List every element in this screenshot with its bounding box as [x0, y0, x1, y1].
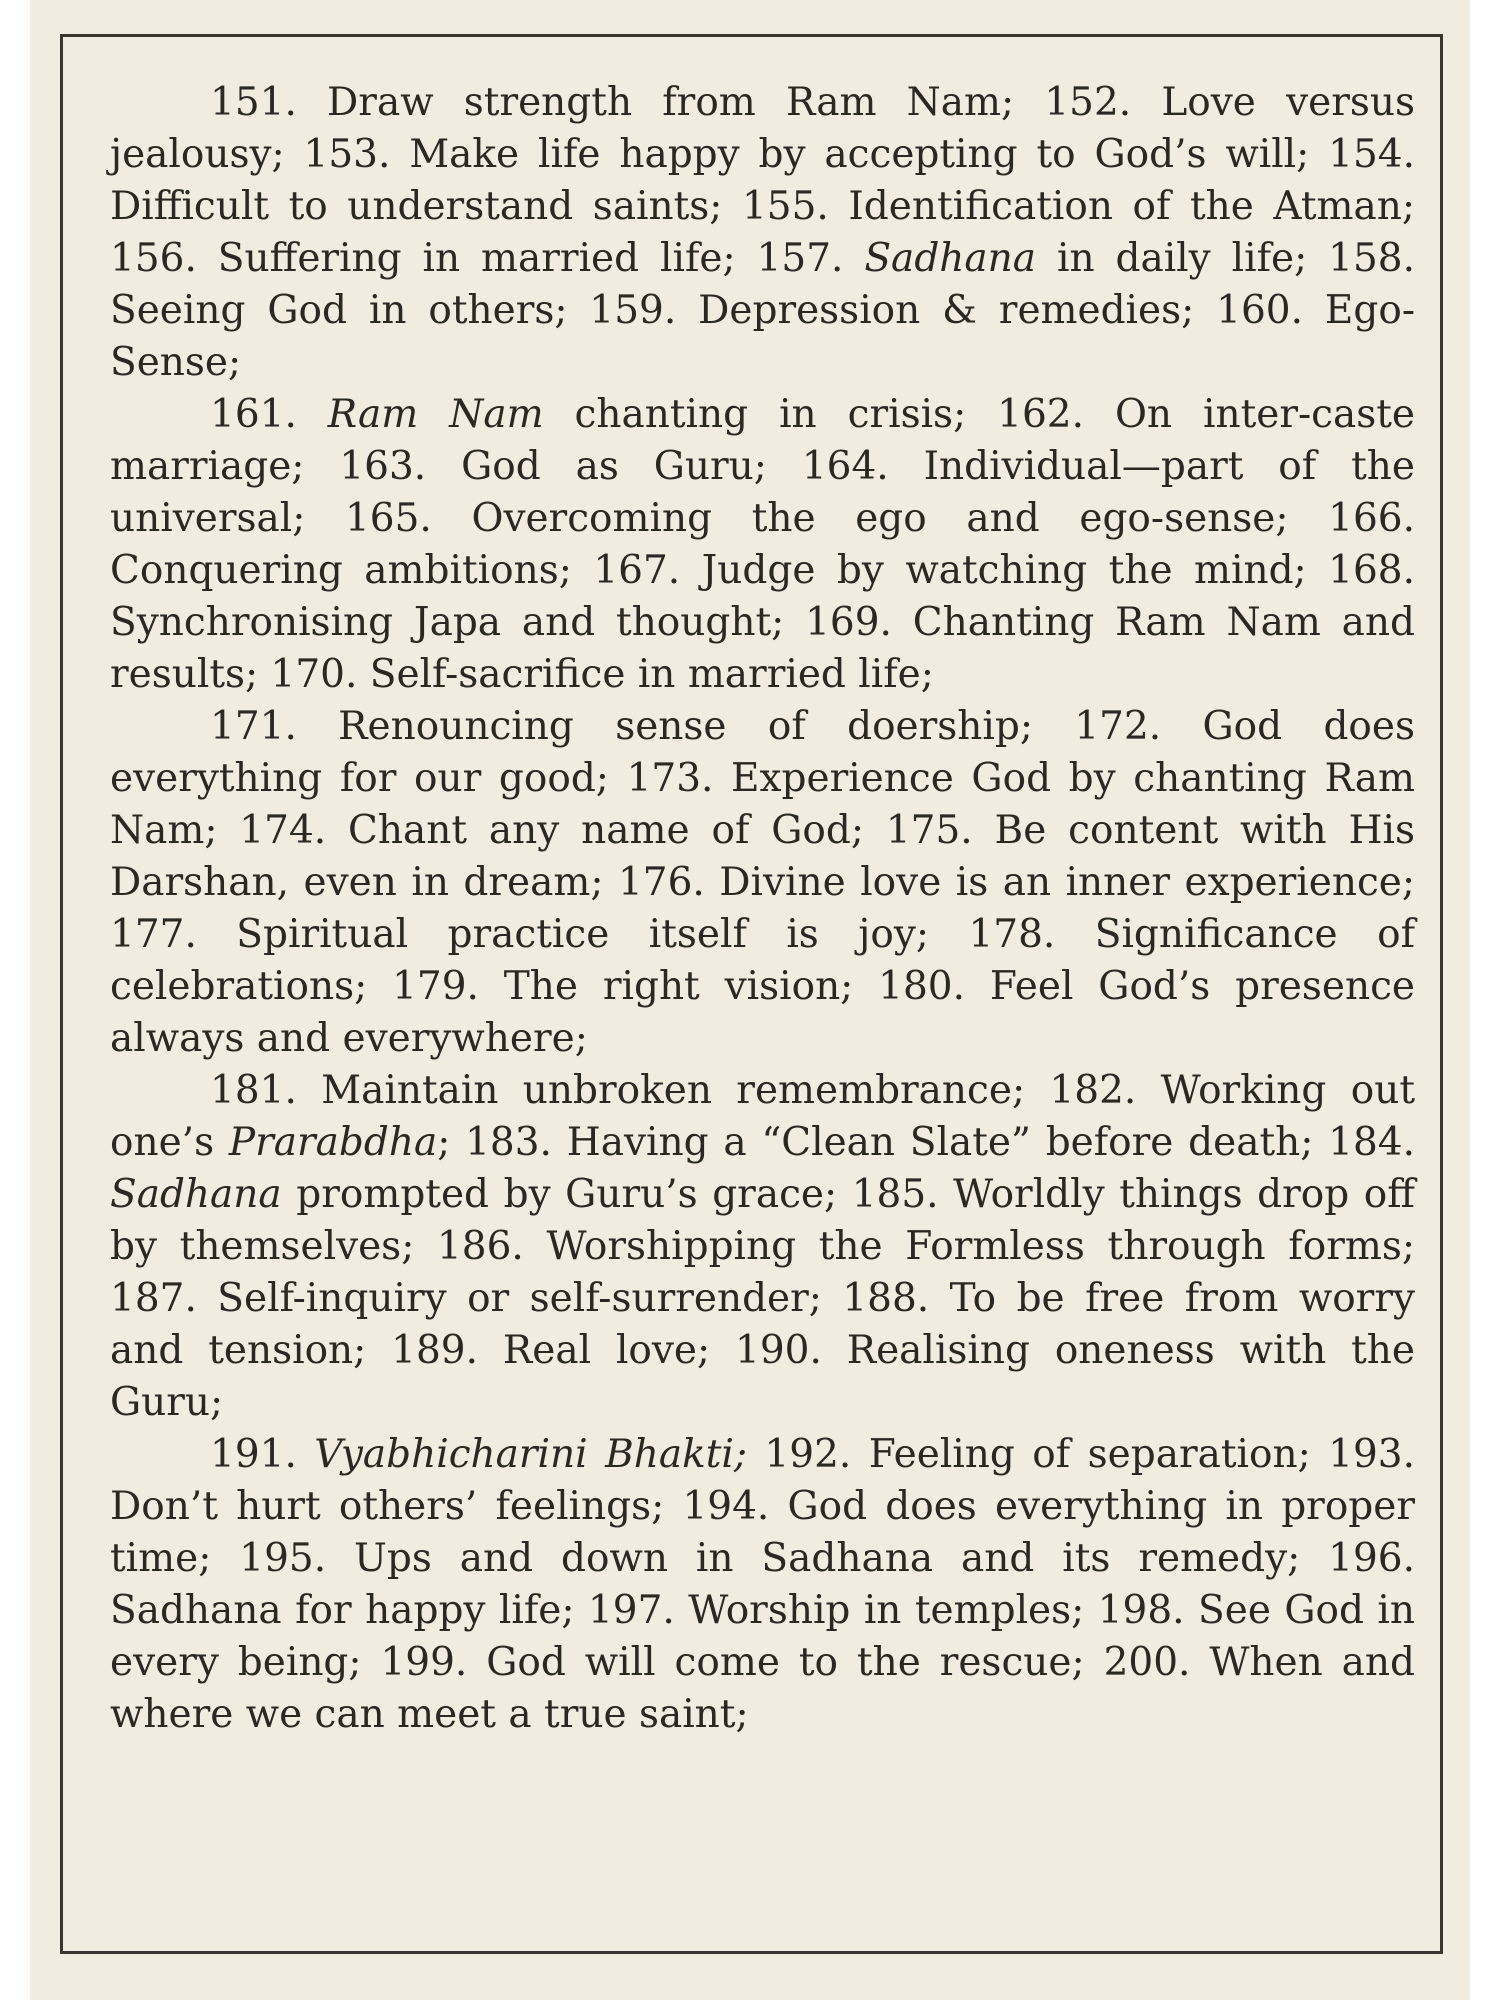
topic-paragraph [110, 1429, 1415, 1741]
italic-term: Prarabdha [228, 1120, 438, 1165]
paragraph-text: 191. [210, 1432, 315, 1477]
topic-paragraph [110, 701, 1415, 1065]
book-page [30, 0, 1470, 2000]
paragraph-text: in daily life; 158. Seeing God in others; 159. Depression & remedies; 160. Ego-Sense; [110, 236, 1415, 385]
paragraph-text: 181. Maintain unbroken remembrance; 182. Working out one’s [110, 1068, 1415, 1165]
topic-list-text [110, 77, 1415, 1741]
paragraph-text: prompted by Guru’s grace; 185. Worldly things drop off by themselves; 186. Worshipping the Formless through forms; 187. Self-inquiry or self-surrender; 188. To be free from worry and tension; 189. Real love; 190. Realising oneness with the Guru; [110, 1172, 1415, 1425]
paragraph-text: ; 183. Having a “Clean Slate” before death; 184. [437, 1120, 1415, 1165]
topic-paragraph [110, 389, 1415, 701]
paragraph-text: 192. Feeling of separation; 193. Don’t hurt others’ feelings; 194. God does everything in proper time; 195. Ups and down in Sadhana and its remedy; 196. Sadhana for happy life; 197. Worship in temples; 198. See God in every being; 199. God will come to the rescue; 200. When and where we can meet a true saint; [110, 1432, 1416, 1737]
paragraph-text: 171. Renouncing sense of doership; 172. God does everything for our good; 173. Experience God by chanting Ram Nam; 174. Chant any name of God; 175. Be content with His Darshan, even in dream; 176. Divine love is an inner experience; 177. Spiritual practice itself is joy; 178. Significance of celebrations; 179. The right vision; 180. Feel God’s presence always and everywhere; [110, 704, 1415, 1061]
paragraph-text: 151. Draw strength from Ram Nam; 152. Love versus jealousy; 153. Make life happy by accepting to God’s will; 154. Difficult to understand saints; 155. Identification of the Atman; 156. Suffering in married life; 157. [110, 80, 1415, 281]
topic-paragraph [110, 77, 1415, 389]
paragraph-text: 161. [210, 392, 328, 437]
italic-term: Sadhana [864, 236, 1037, 281]
italic-term: Sadhana [110, 1172, 282, 1217]
italic-term: Vyabhicharini Bhakti; [314, 1432, 748, 1477]
topic-paragraph [110, 1065, 1415, 1429]
paragraph-text: chanting in crisis; 162. On inter-caste marriage; 163. God as Guru; 164. Individual—part of the universal; 165. Overcoming the ego and ego-sense; 166. Conquering ambitions; 167. Judge by watching the mind; 168. Synchronising Japa and thought; 169. Chanting Ram Nam and results; 170. Self-sacrifice in married life; [110, 392, 1416, 697]
italic-term: Ram Nam [327, 392, 544, 437]
